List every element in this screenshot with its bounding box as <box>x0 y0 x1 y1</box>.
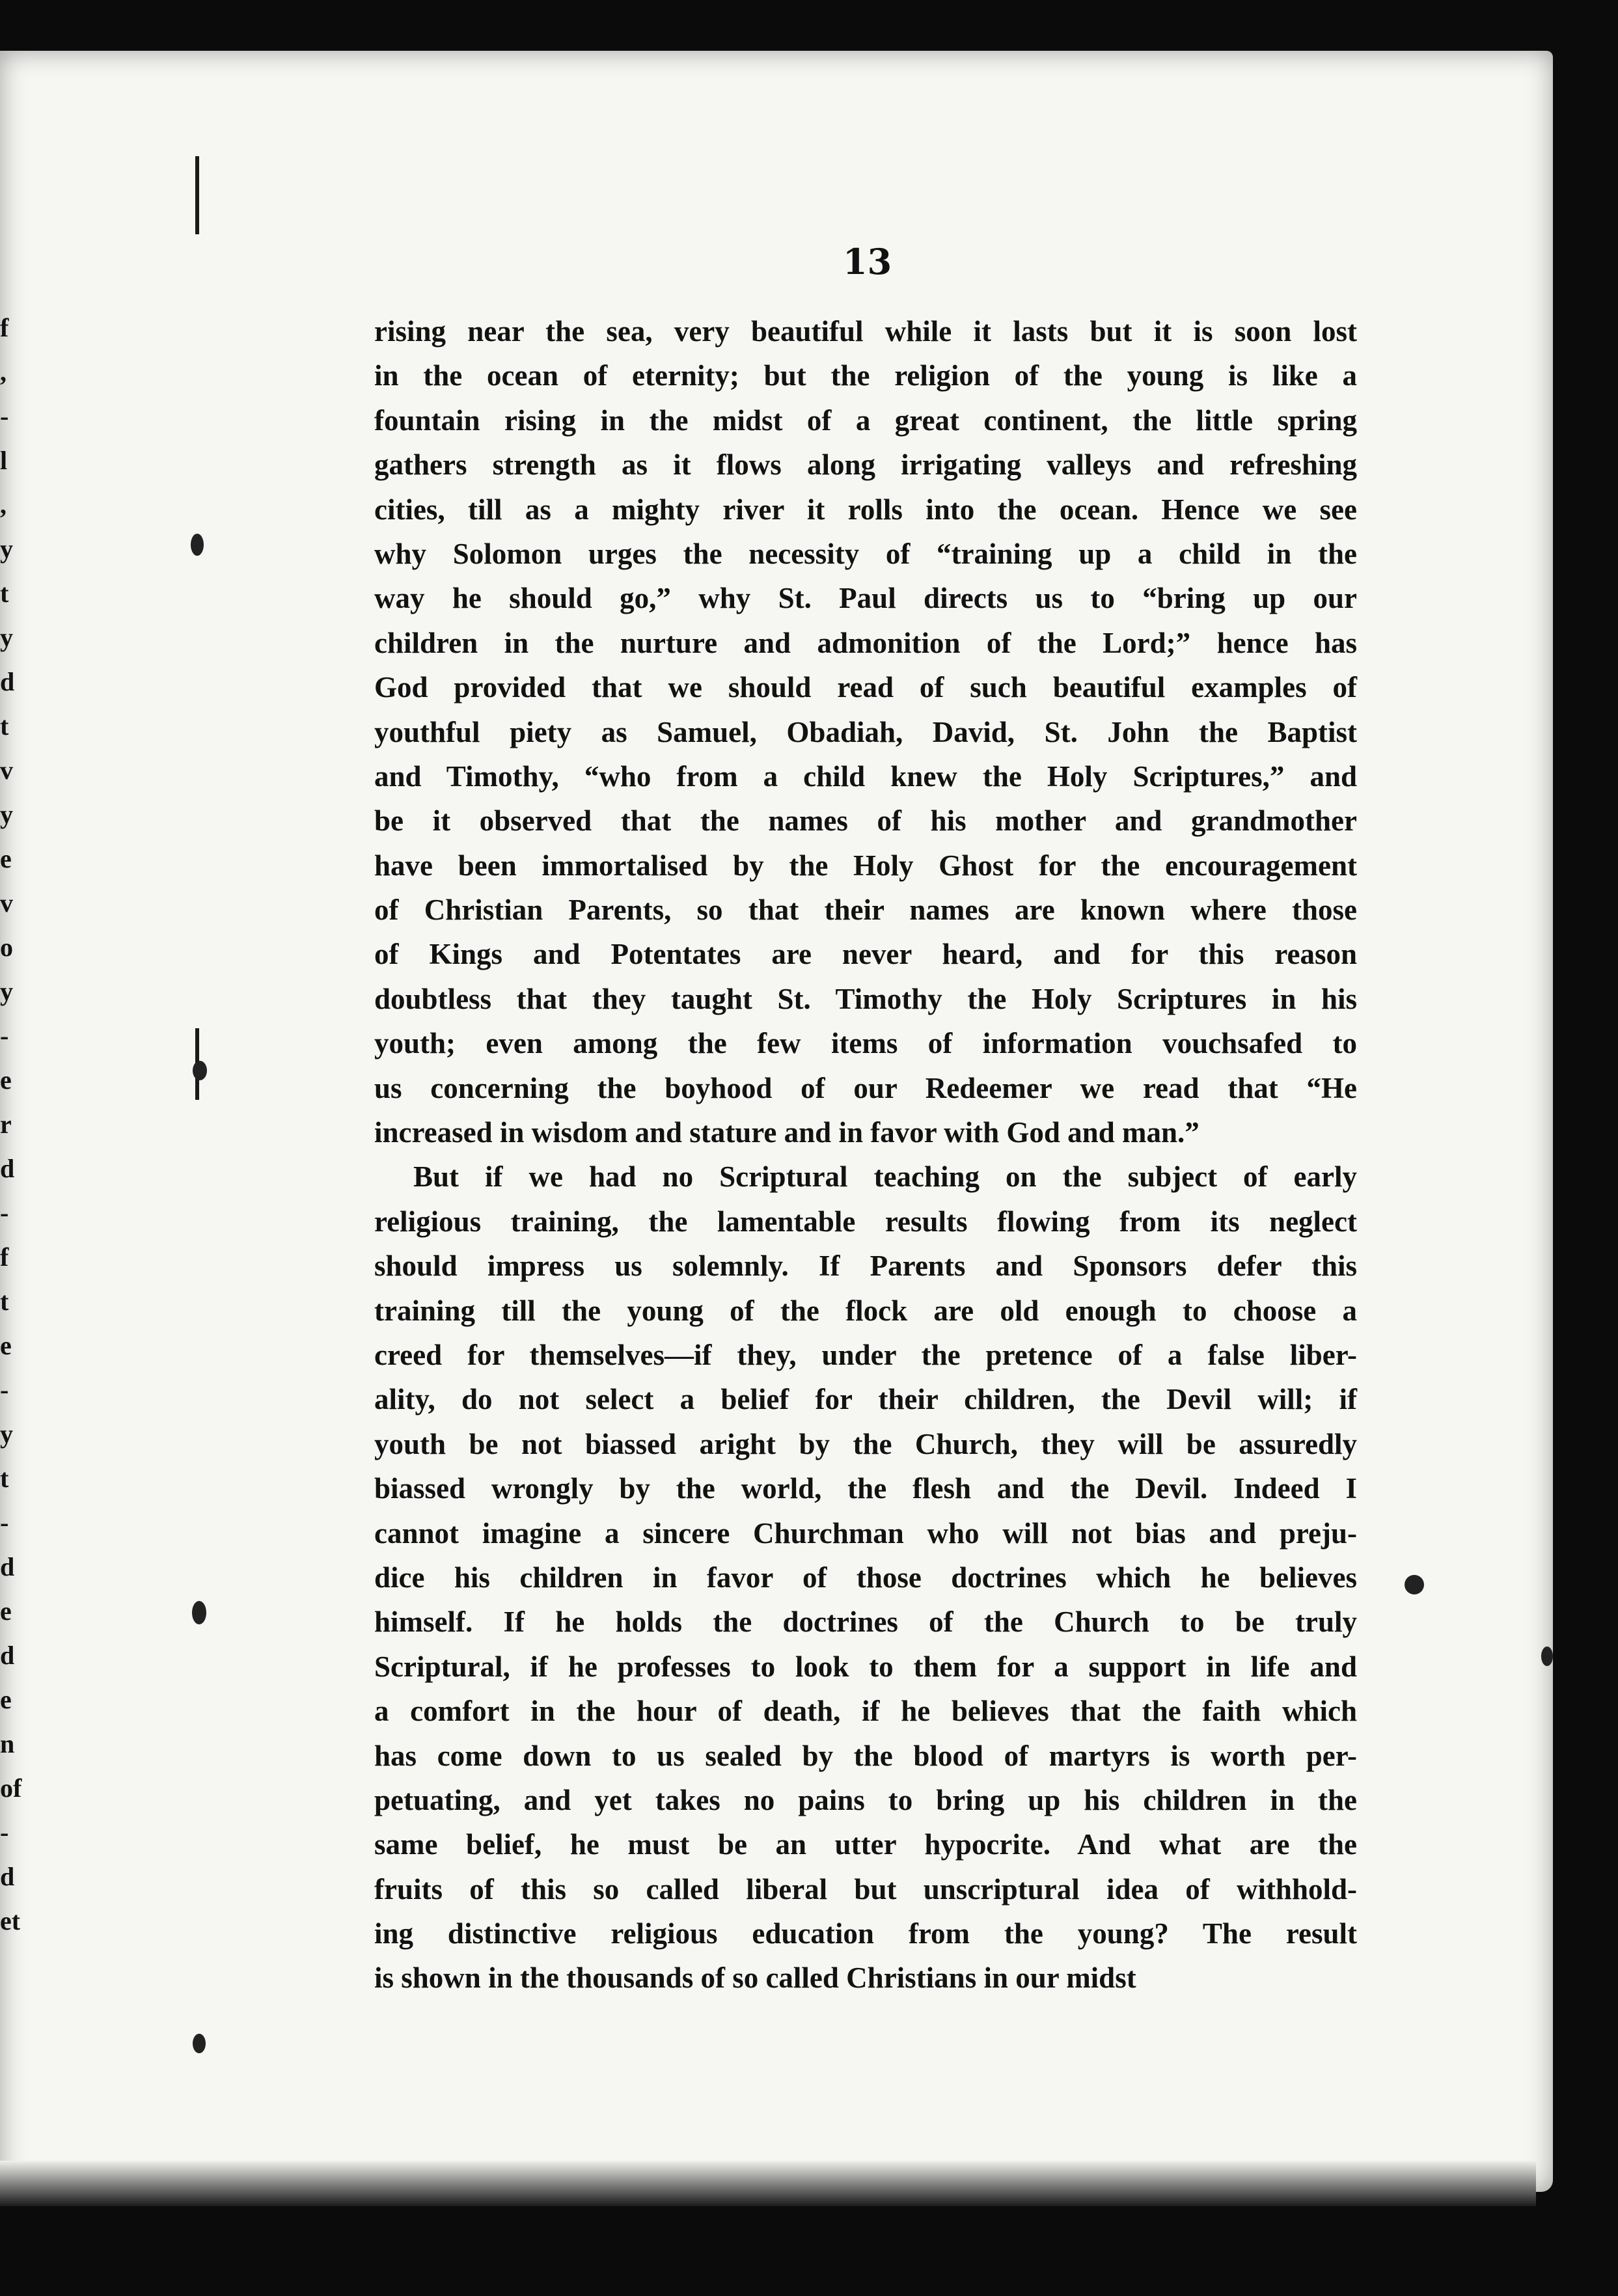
text-line: cities, till as a mighty river it rolls into the ocean. Hence we see <box>374 493 1357 526</box>
text-line: of Kings and Potentates are never heard, and for this reason <box>374 938 1357 971</box>
margin-fragment: v <box>0 756 13 785</box>
margin-fragment: - <box>0 1508 9 1537</box>
text-line: ality, do not select a belief for their children, the Devil will; if <box>374 1383 1357 1416</box>
margin-fragment: d <box>0 667 15 696</box>
left-margin-fragments <box>0 306 23 1943</box>
margin-fragment: y <box>0 977 13 1006</box>
text-line: creed for themselves—if they, under the pretence of a false liber- <box>374 1338 1357 1371</box>
text-line: training till the young of the flock are old enough to choose a <box>374 1294 1357 1327</box>
text-line: is shown in the thousands of so called Christians in our midst <box>374 1961 1136 1995</box>
text-line: petuating, and yet takes no pains to bring up his children in the <box>374 1783 1357 1816</box>
body-text <box>374 309 1357 2001</box>
text-line: increased in wisdom and stature and in favor with God and man.” <box>374 1116 1200 1149</box>
text-line: children in the nurture and admonition of the Lord;” hence has <box>374 626 1357 659</box>
margin-fragment: e <box>0 1685 12 1714</box>
text-line: God provided that we should read of such beautiful examples of <box>374 671 1357 704</box>
text-line: youth be not biassed aright by the Church, they will be assuredly <box>374 1427 1357 1460</box>
margin-fragment: - <box>0 1375 9 1404</box>
ink-blot <box>1541 1647 1553 1666</box>
text-line: religious training, the lamentable results flowing from its neglect <box>374 1205 1357 1238</box>
margin-fragment: e <box>0 844 12 873</box>
text-line: way he should go,” why St. Paul directs us to “bring up our <box>374 582 1357 615</box>
ink-blot <box>191 534 204 556</box>
text-line: same belief, he must be an utter hypocrite. And what are the <box>374 1828 1357 1861</box>
margin-fragment: d <box>0 1862 15 1891</box>
margin-fragment: , <box>0 357 7 387</box>
margin-fragment: t <box>0 579 9 608</box>
margin-fragment: - <box>0 1818 9 1847</box>
text-line: biassed wrongly by the world, the flesh and the Devil. Indeed I <box>374 1472 1357 1505</box>
margin-fragment: y <box>0 800 13 829</box>
text-line: ing distinctive religious education from the young? The result <box>374 1917 1357 1950</box>
margin-fragment: e <box>0 1596 12 1626</box>
ink-blot <box>192 1601 206 1624</box>
text-line: be it observed that the names of his mother and grandmother <box>374 804 1357 838</box>
margin-fragment: d <box>0 1552 15 1581</box>
text-line: and Timothy, “who from a child knew the Holy Scriptures,” and <box>374 759 1357 793</box>
margin-fragment: f <box>0 313 9 342</box>
margin-fragment: f <box>0 1242 9 1272</box>
text-line: Scriptural, if he professes to look to them for a support in life and <box>374 1650 1357 1683</box>
ink-blot <box>193 1061 207 1080</box>
margin-fragment: d <box>0 1154 15 1183</box>
text-line: why Solomon urges the necessity of “training up a child in the <box>374 537 1357 570</box>
text-line: youthful piety as Samuel, Obadiah, David, St. John the Baptist <box>374 715 1357 748</box>
text-line: us concerning the boyhood of our Redeemer we read that “He <box>374 1071 1357 1104</box>
margin-fragment: y <box>0 1419 13 1449</box>
margin-fragment: - <box>0 1198 9 1227</box>
margin-fragment: r <box>0 1110 12 1139</box>
margin-fragment: - <box>0 1021 9 1050</box>
text-line: of Christian Parents, so that their names are known where those <box>374 894 1357 927</box>
paragraph-2 <box>374 1155 1357 2000</box>
text-line: doubtless that they taught St. Timothy the Holy Scriptures in his <box>374 982 1357 1015</box>
text-line: cannot imagine a sincere Churchman who will not bias and preju- <box>374 1516 1357 1550</box>
margin-fragment: l <box>0 446 8 475</box>
paragraph-1 <box>374 309 1357 1155</box>
text-line: dice his children in favor of those doctrines which he believes <box>374 1561 1357 1594</box>
margin-fragment: et <box>0 1906 21 1935</box>
text-line: fruits of this so called liberal but unscriptural idea of withhold- <box>374 1872 1357 1906</box>
margin-fragment: o <box>0 933 13 962</box>
margin-fragment: e <box>0 1331 12 1360</box>
margin-rule <box>195 156 199 234</box>
margin-fragment: y <box>0 534 13 564</box>
margin-fragment: - <box>0 402 9 431</box>
margin-fragment: t <box>0 1287 9 1316</box>
text-line: youth; even among the few items of information vouchsafed to <box>374 1027 1357 1060</box>
margin-fragment: y <box>0 623 13 652</box>
margin-fragment: , <box>0 490 7 519</box>
margin-fragment: t <box>0 711 9 741</box>
page-number: 13 <box>843 241 892 282</box>
margin-fragment: n <box>0 1729 15 1758</box>
text-line: rising near the sea, very beautiful while it lasts but it is soon lost <box>374 315 1357 348</box>
text-line: have been immortalised by the Holy Ghost for the encouragement <box>374 849 1357 882</box>
text-line: should impress us solemnly. If Parents and Sponsors defer this <box>374 1250 1357 1283</box>
text-line: a comfort in the hour of death, if he believes that the faith which <box>374 1695 1357 1728</box>
text-line: himself. If he holds the doctrines of the Church to be truly <box>374 1606 1357 1639</box>
page-bottom-shadow <box>0 2161 1536 2206</box>
text-line: in the ocean of eternity; but the religion of the young is like a <box>374 359 1357 392</box>
text-line: fountain rising in the midst of a great continent, the little spring <box>374 403 1357 437</box>
margin-fragment: v <box>0 888 13 918</box>
margin-fragment: d <box>0 1641 15 1670</box>
ink-blot <box>1405 1575 1424 1594</box>
text-line: has come down to us sealed by the blood of martyrs is worth per- <box>374 1739 1357 1772</box>
margin-fragment: t <box>0 1464 9 1493</box>
text-line: gathers strength as it flows along irrigating valleys and refreshing <box>374 448 1357 482</box>
ink-blot <box>193 2034 206 2053</box>
text-line: But if we had no Scriptural teaching on the subject of early <box>413 1160 1357 1194</box>
margin-fragment: e <box>0 1065 12 1095</box>
margin-fragment: of <box>0 1773 22 1803</box>
